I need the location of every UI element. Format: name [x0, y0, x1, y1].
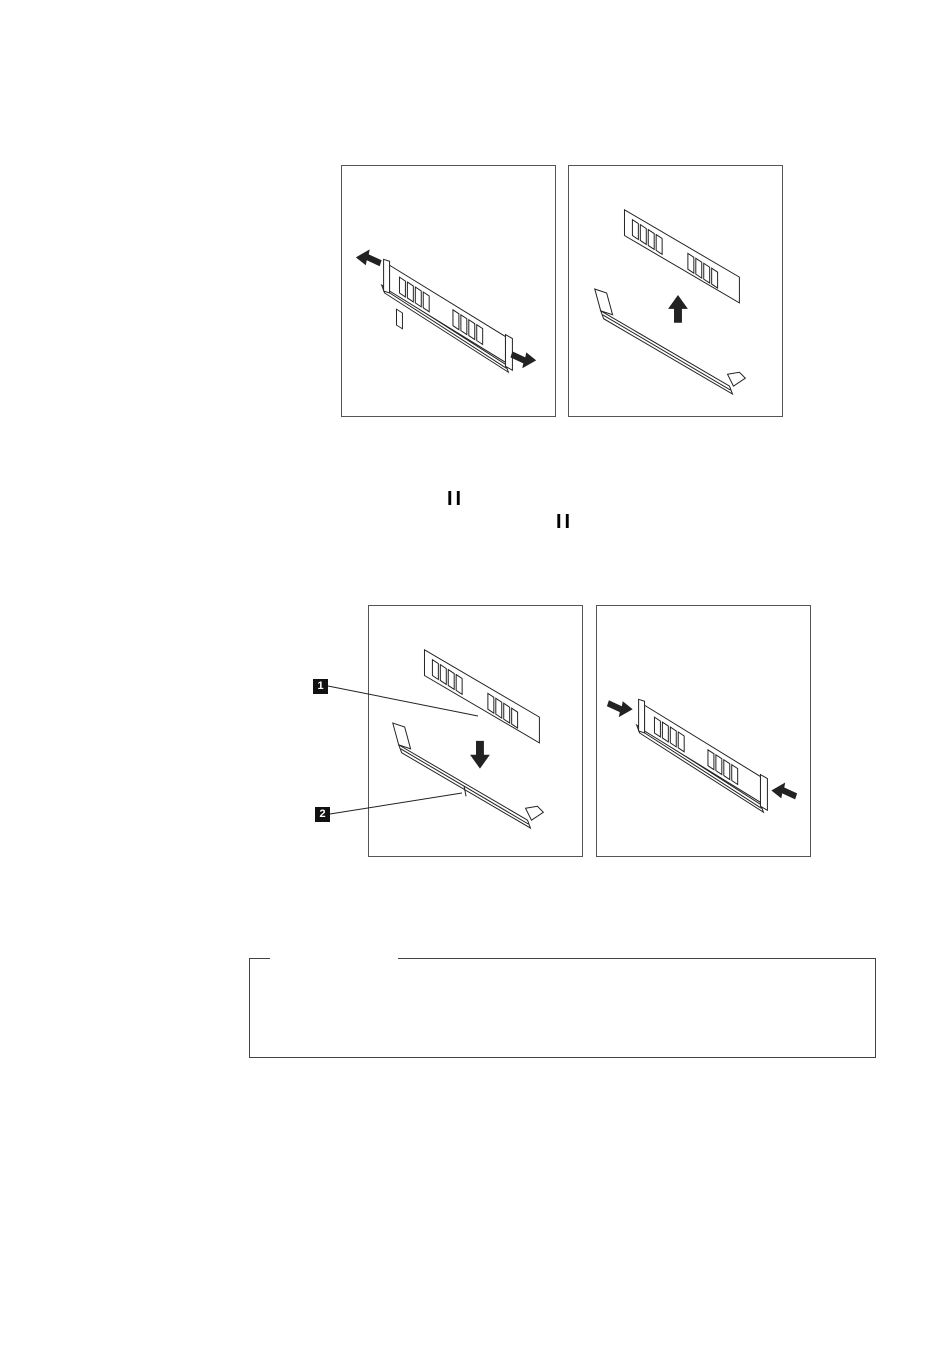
figure-remove-lift-out — [568, 165, 783, 417]
memory-module-latches-close-icon — [597, 606, 810, 856]
callout-2: 2 — [315, 807, 330, 822]
figure-install-latches-close — [596, 605, 811, 857]
memory-module-align-insert-icon — [369, 606, 582, 856]
memory-module-lift-out-icon — [569, 166, 782, 416]
figure-install-align — [368, 605, 583, 857]
figure-remove-latches-open — [341, 165, 556, 417]
note-box-top-rule-left — [249, 958, 270, 959]
memory-module-latches-open-icon — [342, 166, 555, 416]
marker-glyph-2: II — [556, 511, 574, 533]
note-box — [249, 958, 876, 1058]
marker-glyph-1: II — [447, 488, 465, 510]
callout-1: 1 — [313, 679, 328, 694]
note-box-top-rule-right — [398, 958, 876, 959]
